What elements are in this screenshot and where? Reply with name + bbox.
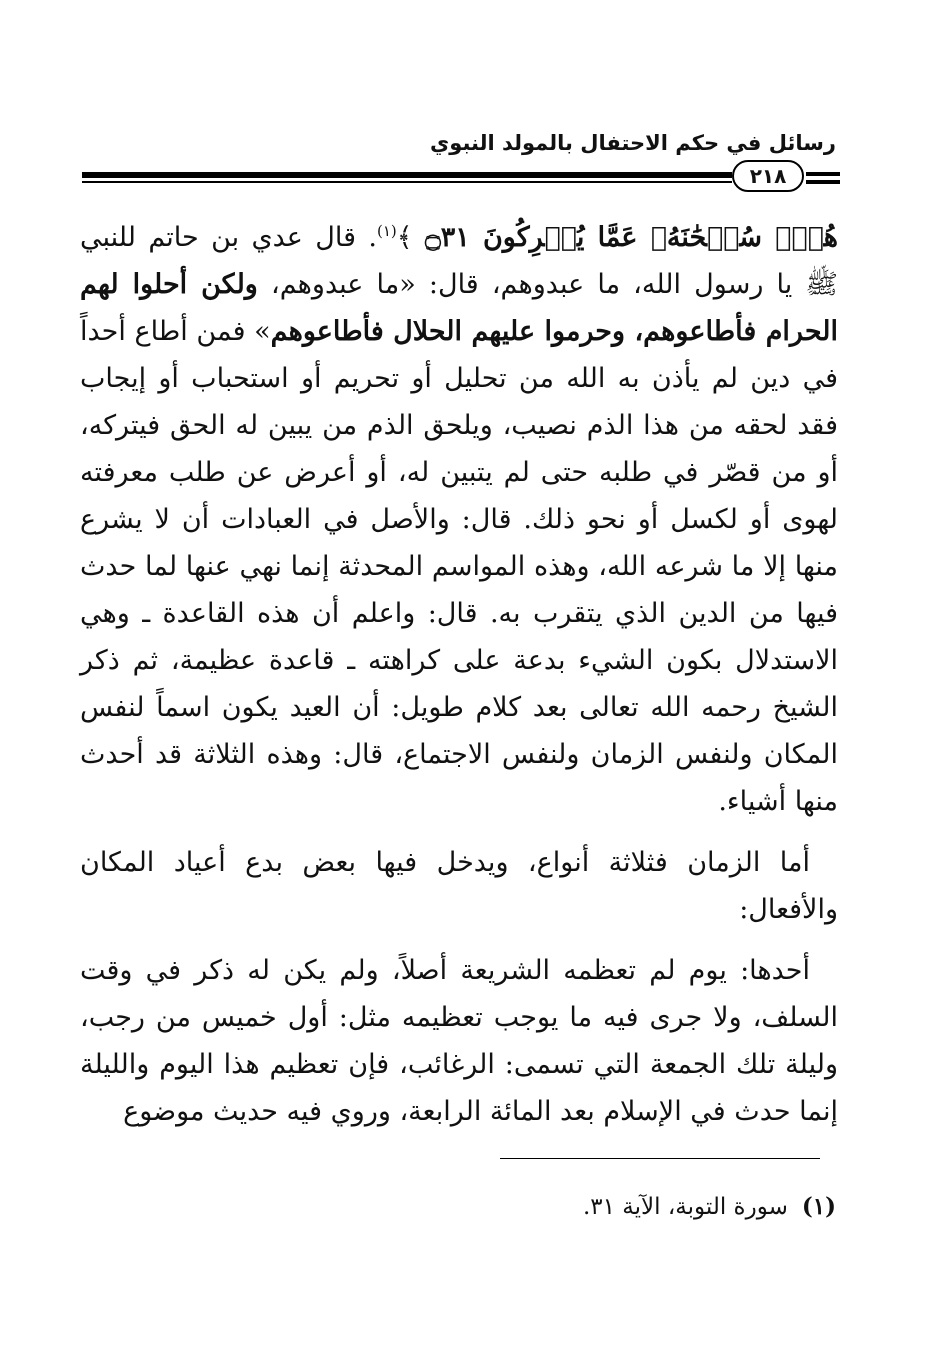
footnote-separator xyxy=(500,1158,820,1159)
hadith-quote-bold: ولكن أحلوا لهم الحرام فأطاعوهم، وحرموا عليهم الحلال فأطاعوهم xyxy=(80,269,838,347)
header-rule-thick xyxy=(82,172,732,178)
running-header: رسائل في حكم الاحتفال بالمولد النبوي xyxy=(430,131,836,155)
body-text xyxy=(80,208,838,1135)
paragraph-1: هُوَۚ سُبۡحَٰنَهُۥ عَمَّا يُشۡرِكُونَ ۝٣١ ﴾$^{(١)}$. قال عدي بن حاتم للنبي ﷺ يا رسول الله، ما عبدوهم، قال: «ما عبدوهم، ولكن أحلوا لهم الحرام فأطاعوهم، وحرموا عليهم الحلال فأطاعوهم» فمن أطاع أحداً في دين لم يأذن به الله من تحليل أو تحريم أو استحباب أو إيجاب فقد لحقه من هذا الذم نصيب، ويلحق الذم من يبين له الحق فيتركه، أو من قصّر في طلبه حتى لم يتبين له، أو أعرض عن طلب معرفته لهوى أو لكسل أو نحو ذلك. قال: والأصل في العبادات أن لا يشرع منها إلا ما شرعه الله، وهذه المواسم المحدثة إنما نهي عنها لما حدث فيها من الدين الذي يتقرب به. قال: واعلم أن هذه القاعدة ـ وهي الاستدلال بكون الشيء بدعة على كراهته ـ قاعدة عظيمة، ثم ذكر الشيخ رحمه الله تعالى بعد كلام طويل: أن العيد يكون اسماً لنفس المكان ولنفس الزمان ولنفس الاجتماع، قال: وهذه الثلاثة قد أحدث منها أشياء. xyxy=(80,222,839,817)
paragraph-1-text-b: » فمن أطاع أحداً في دين لم يأذن به الله من تحليل أو تحريم أو استحباب أو إيجاب فقد لحقه من هذا الذم نصيب، ويلحق الذم من يبين له الحق فيتركه، أو من قصّر في طلبه حتى لم يتبين له، أو أعرض عن طلب معرفته لهوى أو لكسل أو نحو ذلك. قال: والأصل في العبادات أن لا يشرع منها إلا ما شرعه الله، وهذه المواسم المحدثة إنما نهي عنها لما حدث فيها من الدين الذي يتقرب به. قال: واعلم أن هذه القاعدة ـ وهي الاستدلال بكون الشيء بدعة على كراهته ـ قاعدة عظيمة، ثم ذكر الشيخ رحمه الله تعالى بعد كلام طويل: أن العيد يكون اسماً لنفس المكان ولنفس الزمان ولنفس الاجتماع، قال: وهذه الثلاثة قد أحدث منها أشياء. xyxy=(80,316,838,817)
header-rule-right-bottom xyxy=(806,180,840,184)
paragraph-1-text-a: . قال عدي بن حاتم للنبي ﷺ يا رسول الله، ما عبدوهم، قال: «ما عبدوهم، xyxy=(80,222,839,300)
footnote xyxy=(300,1190,836,1224)
quran-verse-fragment: هُوَۚ سُبۡحَٰنَهُۥ عَمَّا يُشۡرِكُونَ ۝٣١ xyxy=(424,222,839,253)
paragraph-3: أحدها: يوم لم تعظمه الشريعة أصلاً، ولم يكن له ذكر في وقت السلف، ولا جرى فيه ما يوجب تعظيمه مثل: أول خميس من رجب، وليلة تلك الجمعة التي تسمى: الرغائب، فإن تعظيم هذا اليوم والليلة إنما حدث في الإسلام بعد المائة الرابعة، وروي فيه حديث موضوع xyxy=(80,955,838,1127)
paragraph-2: أما الزمان فثلاثة أنواع، ويدخل فيها بعض بدع أعياد المكان والأفعال: xyxy=(80,847,838,925)
footnote-text: سورة التوبة، الآية ٣١. xyxy=(582,1194,788,1220)
header-rule-right-top xyxy=(806,172,840,176)
footnote-marker: (١) xyxy=(376,222,397,240)
header-rule-thin xyxy=(82,181,732,183)
page-number: ٢١٨ xyxy=(732,160,804,192)
footnote-number: (١) xyxy=(801,1193,836,1220)
